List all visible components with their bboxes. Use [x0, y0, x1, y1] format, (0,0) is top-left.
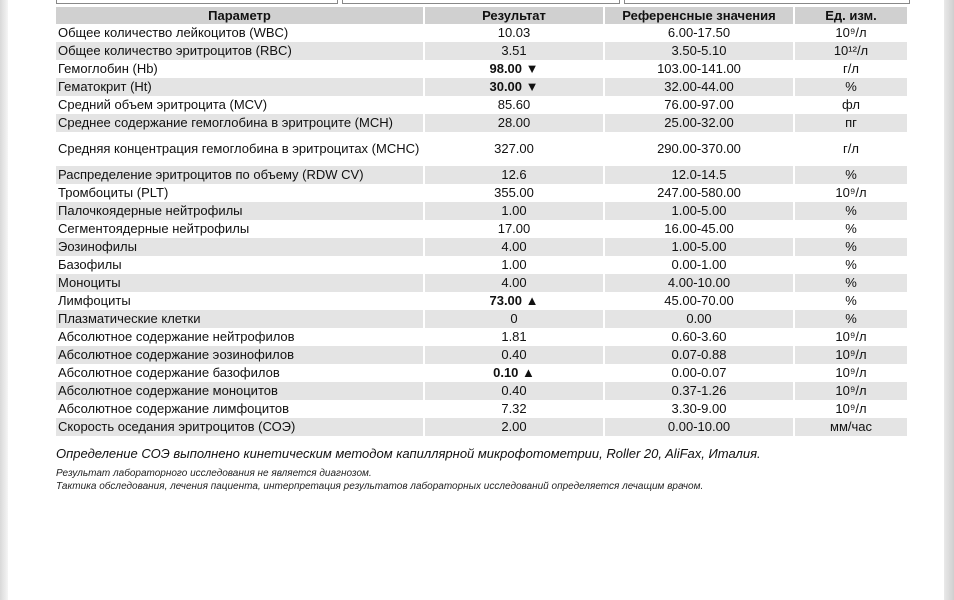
reference-cell: 290.00-370.00 — [604, 132, 794, 166]
unit-cell: 10⁹/л — [794, 382, 908, 400]
param-cell: Лимфоциты — [56, 292, 424, 310]
unit-cell: 10⁹/л — [794, 364, 908, 382]
result-cell: 0 — [424, 310, 604, 328]
table-body — [56, 24, 908, 436]
param-cell: Абсолютное содержание эозинофилов — [56, 346, 424, 364]
param-cell: Плазматические клетки — [56, 310, 424, 328]
table-row — [56, 78, 908, 96]
result-cell: 2.00 — [424, 418, 604, 436]
param-cell: Средняя концентрация гемоглобина в эритроцитах (MCHC) — [56, 132, 424, 166]
table-row — [56, 166, 908, 184]
unit-cell: 10⁹/л — [794, 400, 908, 418]
page-left-edge — [0, 0, 8, 600]
param-cell: Скорость оседания эритроцитов (СОЭ) — [56, 418, 424, 436]
unit-cell: г/л — [794, 60, 908, 78]
param-cell: Гематокрит (Ht) — [56, 78, 424, 96]
table-row — [56, 292, 908, 310]
reference-cell: 0.07-0.88 — [604, 346, 794, 364]
param-cell: Тромбоциты (PLT) — [56, 184, 424, 202]
reference-cell: 25.00-32.00 — [604, 114, 794, 132]
unit-cell: % — [794, 310, 908, 328]
page-right-edge — [944, 0, 954, 600]
table-row — [56, 346, 908, 364]
param-cell: Эозинофилы — [56, 238, 424, 256]
table-row — [56, 328, 908, 346]
param-cell: Общее количество эритроцитов (RBC) — [56, 42, 424, 60]
param-cell: Абсолютное содержание моноцитов — [56, 382, 424, 400]
cropped-field — [342, 0, 620, 4]
soe-method-note: Определение СОЭ выполнено кинетическим методом капиллярной микрофотометрии, Roller 20, AliFax, Италия. — [56, 446, 761, 461]
table-row — [56, 238, 908, 256]
table-row — [56, 60, 908, 78]
reference-cell: 45.00-70.00 — [604, 292, 794, 310]
result-cell: 12.6 — [424, 166, 604, 184]
param-cell: Сегментоядерные нейтрофилы — [56, 220, 424, 238]
reference-cell: 0.00-1.00 — [604, 256, 794, 274]
reference-cell: 0.00-0.07 — [604, 364, 794, 382]
table-row — [56, 400, 908, 418]
unit-cell: % — [794, 292, 908, 310]
reference-cell: 0.60-3.60 — [604, 328, 794, 346]
unit-cell: 10⁹/л — [794, 346, 908, 364]
reference-cell: 0.37-1.26 — [604, 382, 794, 400]
result-cell: 1.00 — [424, 202, 604, 220]
param-cell: Распределение эритроцитов по объему (RDW CV) — [56, 166, 424, 184]
table-row — [56, 24, 908, 42]
cropped-field — [624, 0, 910, 4]
result-cell: 327.00 — [424, 132, 604, 166]
reference-cell: 247.00-580.00 — [604, 184, 794, 202]
unit-cell: % — [794, 220, 908, 238]
reference-cell: 76.00-97.00 — [604, 96, 794, 114]
unit-cell: % — [794, 202, 908, 220]
result-cell: 4.00 — [424, 274, 604, 292]
reference-cell: 1.00-5.00 — [604, 238, 794, 256]
result-cell: 0.40 — [424, 382, 604, 400]
unit-cell: фл — [794, 96, 908, 114]
disclaimer-tactics: Тактика обследования, лечения пациента, интерпретация результатов лабораторных исследований определяется лечащим врачом. — [56, 481, 704, 492]
param-cell: Абсолютное содержание лимфоцитов — [56, 400, 424, 418]
result-cell: 1.81 — [424, 328, 604, 346]
table-row — [56, 256, 908, 274]
reference-cell: 103.00-141.00 — [604, 60, 794, 78]
table-row — [56, 274, 908, 292]
result-cell: 73.00 ▲ — [424, 292, 604, 310]
reference-cell: 16.00-45.00 — [604, 220, 794, 238]
cropped-field — [56, 0, 338, 4]
unit-cell: 10¹²/л — [794, 42, 908, 60]
result-cell: 0.40 — [424, 346, 604, 364]
param-cell: Моноциты — [56, 274, 424, 292]
param-cell: Среднее содержание гемоглобина в эритроците (MCH) — [56, 114, 424, 132]
unit-cell: г/л — [794, 132, 908, 166]
result-cell: 98.00 ▼ — [424, 60, 604, 78]
unit-cell: мм/час — [794, 418, 908, 436]
table-header-row — [56, 7, 908, 24]
result-cell: 28.00 — [424, 114, 604, 132]
header-unit: Ед. изм. — [794, 7, 908, 24]
results-table — [56, 7, 909, 436]
result-cell: 30.00 ▼ — [424, 78, 604, 96]
disclaimer-diagnosis: Результат лабораторного исследования не является диагнозом. — [56, 468, 372, 479]
table-row — [56, 220, 908, 238]
param-cell: Палочкоядерные нейтрофилы — [56, 202, 424, 220]
table-row — [56, 42, 908, 60]
param-cell: Общее количество лейкоцитов (WBC) — [56, 24, 424, 42]
table-row — [56, 114, 908, 132]
param-cell: Гемоглобин (Hb) — [56, 60, 424, 78]
param-cell: Абсолютное содержание нейтрофилов — [56, 328, 424, 346]
result-cell: 0.10 ▲ — [424, 364, 604, 382]
unit-cell: % — [794, 256, 908, 274]
result-cell: 4.00 — [424, 238, 604, 256]
unit-cell: % — [794, 274, 908, 292]
param-cell: Базофилы — [56, 256, 424, 274]
result-cell: 3.51 — [424, 42, 604, 60]
reference-cell: 6.00-17.50 — [604, 24, 794, 42]
param-cell: Средний объем эритроцита (MCV) — [56, 96, 424, 114]
unit-cell: % — [794, 78, 908, 96]
table-row — [56, 364, 908, 382]
result-cell: 85.60 — [424, 96, 604, 114]
table-row — [56, 96, 908, 114]
reference-cell: 0.00-10.00 — [604, 418, 794, 436]
result-cell: 10.03 — [424, 24, 604, 42]
unit-cell: 10⁹/л — [794, 184, 908, 202]
header-reference: Референсные значения — [604, 7, 794, 24]
unit-cell: 10⁹/л — [794, 24, 908, 42]
reference-cell: 0.00 — [604, 310, 794, 328]
table-row — [56, 310, 908, 328]
reference-cell: 32.00-44.00 — [604, 78, 794, 96]
reference-cell: 3.50-5.10 — [604, 42, 794, 60]
result-cell: 1.00 — [424, 256, 604, 274]
unit-cell: % — [794, 166, 908, 184]
reference-cell: 1.00-5.00 — [604, 202, 794, 220]
result-cell: 17.00 — [424, 220, 604, 238]
result-cell: 7.32 — [424, 400, 604, 418]
reference-cell: 12.0-14.5 — [604, 166, 794, 184]
table-row — [56, 418, 908, 436]
table-row — [56, 132, 908, 166]
reference-cell: 3.30-9.00 — [604, 400, 794, 418]
result-cell: 355.00 — [424, 184, 604, 202]
unit-cell: 10⁹/л — [794, 328, 908, 346]
cropped-header-fields — [56, 0, 912, 4]
table-row — [56, 202, 908, 220]
param-cell: Абсолютное содержание базофилов — [56, 364, 424, 382]
header-param: Параметр — [56, 7, 424, 24]
table-row — [56, 382, 908, 400]
header-result: Результат — [424, 7, 604, 24]
table-row — [56, 184, 908, 202]
unit-cell: пг — [794, 114, 908, 132]
unit-cell: % — [794, 238, 908, 256]
reference-cell: 4.00-10.00 — [604, 274, 794, 292]
